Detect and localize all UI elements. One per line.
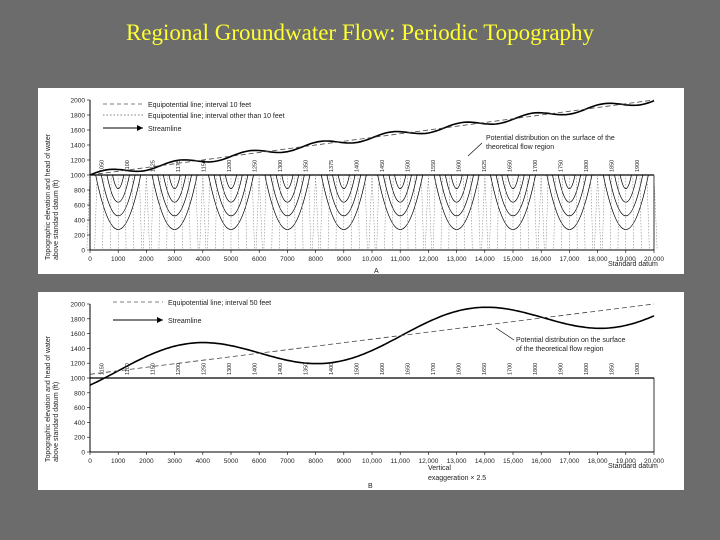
equipotential-line <box>203 175 206 250</box>
y-tick-label: 1400 <box>70 142 85 150</box>
head-label: 1125 <box>150 160 157 172</box>
equipotential-line <box>223 175 224 250</box>
x-tick-label: 18,000 <box>587 256 608 263</box>
x-tick-label: 14,000 <box>474 458 495 465</box>
equipotential-line <box>654 175 657 250</box>
head-label: 1400 <box>252 362 259 375</box>
x-tick-label: 6000 <box>251 256 267 263</box>
equipotential-line <box>259 175 262 250</box>
equipotential-line <box>392 175 393 250</box>
equipotential-line <box>369 175 372 250</box>
equipotential-line <box>146 175 149 250</box>
head-label: 1650 <box>481 362 488 375</box>
equipotential-line <box>541 175 544 250</box>
y-tick-label: 400 <box>74 419 85 427</box>
y-tick-label: 1400 <box>70 345 85 353</box>
diagram-a <box>38 88 684 274</box>
y-tick-label: 200 <box>74 232 85 240</box>
equipotential-line <box>238 175 239 250</box>
legend-item: Streamline <box>168 318 202 325</box>
x-tick-label: 16,000 <box>531 256 552 263</box>
equipotential-line <box>489 175 491 250</box>
y-tick-label: 600 <box>74 405 85 413</box>
y-tick-label: 1800 <box>70 316 85 324</box>
y-tick-label: 1800 <box>70 112 85 120</box>
y-axis-label: Topographic elevation and head of water <box>45 335 52 462</box>
equipotential-line <box>562 175 563 250</box>
equipotential-line <box>167 175 168 250</box>
equipotential-line <box>207 175 209 250</box>
annotation: Potential distribution on the surface of the <box>486 135 615 142</box>
x-tick-label: 14,000 <box>474 256 495 263</box>
head-label: 1625 <box>481 159 488 172</box>
head-label: 1300 <box>226 362 233 375</box>
head-label: 1600 <box>456 159 463 172</box>
head-label: 1400 <box>277 362 284 375</box>
annotation: Potential distribution on the surface <box>516 337 626 344</box>
equipotential-line <box>633 175 634 250</box>
head-label: 1375 <box>328 159 335 172</box>
x-tick-label: 8000 <box>308 458 323 465</box>
slide-title: Regional Groundwater Flow: Periodic Topography <box>125 20 595 45</box>
y-axis-label: Topographic elevation and head of water <box>45 133 52 260</box>
legend-item: Equipotential line; interval other than 10 feet <box>148 113 285 120</box>
head-label: 1600 <box>456 362 463 375</box>
x-tick-label: 4000 <box>195 256 211 263</box>
y-axis-label-2: above standard datum (ft) <box>53 179 60 260</box>
head-label: 1800 <box>584 159 591 172</box>
x-tick-label: 20,000 <box>644 458 664 465</box>
annotation: theoretical flow region <box>486 144 555 151</box>
annotation: of the theoretical flow region <box>516 346 604 353</box>
y-tick-label: 800 <box>74 390 85 398</box>
x-tick-label: 6000 <box>251 458 267 465</box>
x-tick-label: 1000 <box>110 256 126 263</box>
equipotential-line <box>421 175 423 250</box>
equipotential-line <box>618 175 619 250</box>
x-axis-note: Standard datum <box>608 261 658 268</box>
equipotential-line <box>598 175 601 250</box>
y-tick-label: 2000 <box>70 301 85 309</box>
equipotential-line <box>428 175 431 250</box>
equipotential-line <box>602 175 604 250</box>
y-tick-label: 1600 <box>70 331 85 339</box>
x-tick-label: 7000 <box>280 256 295 263</box>
x-tick-label: 17,000 <box>559 458 580 465</box>
panel-label: B <box>368 483 373 490</box>
head-label: 1400 <box>328 362 335 375</box>
x-tick-label: 3000 <box>167 256 182 263</box>
head-label: 1650 <box>507 159 514 172</box>
head-label: 1100 <box>124 363 131 375</box>
head-label: 1400 <box>354 159 361 172</box>
head-label: 1150 <box>150 363 157 375</box>
x-tick-label: 5000 <box>223 256 239 263</box>
equipotential-line <box>520 175 521 250</box>
equipotential-line <box>478 175 480 250</box>
equipotential-line <box>316 175 319 250</box>
head-label: 1500 <box>354 362 361 375</box>
equipotential-line <box>365 175 367 250</box>
x-tick-label: 17,000 <box>559 256 580 263</box>
equipotential-line <box>534 175 536 250</box>
x-tick-label: 16,000 <box>531 458 552 465</box>
equipotential-line <box>264 175 266 250</box>
equipotential-line <box>196 175 198 250</box>
head-label: 1250 <box>201 362 208 375</box>
x-tick-label: 4000 <box>195 458 211 465</box>
equipotential-line <box>576 175 577 250</box>
y-tick-label: 600 <box>74 202 85 210</box>
panel-label: A <box>374 268 379 274</box>
head-label: 1150 <box>99 363 106 375</box>
x-tick-label: 10,000 <box>362 458 382 465</box>
head-label: 1800 <box>533 362 540 375</box>
equipotential-line <box>139 175 141 250</box>
x-axis-note: Standard datum <box>608 463 658 470</box>
head-label: 1850 <box>609 159 616 172</box>
head-label: 1050 <box>99 159 106 172</box>
x-tick-label: 9000 <box>336 256 352 263</box>
legend-item: Streamline <box>148 126 182 133</box>
head-label: 1550 <box>430 159 437 172</box>
x-tick-label: 11,000 <box>390 458 410 465</box>
equipotential-line <box>256 175 259 250</box>
equipotential-line <box>110 175 111 250</box>
legend-item: Equipotential line; interval 10 feet <box>148 102 252 109</box>
head-label: 1600 <box>379 362 386 375</box>
head-label: 1450 <box>379 159 386 172</box>
head-label: 1900 <box>558 362 565 375</box>
head-label: 1150 <box>201 160 208 172</box>
head-label: 1850 <box>609 362 616 375</box>
x-tick-label: 13,000 <box>446 458 467 465</box>
head-label: 1350 <box>303 159 310 172</box>
equipotential-line <box>594 175 597 250</box>
y-tick-label: 1200 <box>70 360 85 368</box>
equipotential-line <box>372 175 375 250</box>
head-label: 1500 <box>405 159 412 172</box>
x-tick-label: 9000 <box>336 458 352 465</box>
x-tick-label: 19,000 <box>615 256 636 263</box>
equipotential-line <box>280 175 281 250</box>
x-tick-label: 15,000 <box>503 458 523 465</box>
equipotential-line <box>125 175 126 250</box>
x-tick-label: 13,000 <box>446 256 467 263</box>
y-tick-label: 200 <box>74 434 85 442</box>
x-tick-label: 12,000 <box>418 256 439 263</box>
head-label: 1750 <box>558 159 565 172</box>
equipotential-line <box>464 175 465 250</box>
equipotential-line <box>143 175 146 250</box>
x-tick-label: 7000 <box>280 458 295 465</box>
y-tick-label: 1000 <box>70 375 85 383</box>
equipotential-line <box>485 175 488 250</box>
y-tick-label: 400 <box>74 217 85 225</box>
equipotential-line <box>312 175 315 250</box>
head-label: 1650 <box>405 362 412 375</box>
x-tick-label: 0 <box>88 458 92 465</box>
x-tick-label: 20,000 <box>644 256 664 263</box>
head-label: 1350 <box>303 362 310 375</box>
equipotential-line <box>433 175 435 250</box>
equipotential-line <box>647 175 649 250</box>
head-label: 1200 <box>226 159 233 172</box>
legend-item: Equipotential line; interval 50 feet <box>168 300 272 307</box>
head-label: 1900 <box>635 159 642 172</box>
head-label: 1200 <box>175 362 182 375</box>
x-tick-label: 5000 <box>223 458 239 465</box>
equipotential-line <box>546 175 548 250</box>
x-tick-label: 3000 <box>167 458 182 465</box>
head-label: 1800 <box>584 362 591 375</box>
head-label: 1900 <box>635 362 642 375</box>
equipotential-line <box>182 175 183 250</box>
exaggeration-note: exaggeration × 2.5 <box>428 475 487 482</box>
equipotential-line <box>320 175 322 250</box>
equipotential-line <box>200 175 203 250</box>
equipotential-line <box>95 175 97 250</box>
equipotential-line <box>407 175 408 250</box>
equipotential-line <box>309 175 311 250</box>
x-tick-label: 0 <box>88 256 92 263</box>
equipotential-line <box>482 175 485 250</box>
x-tick-label: 19,000 <box>615 458 636 465</box>
exaggeration-note: Vertical <box>428 465 451 472</box>
y-tick-label: 1200 <box>70 157 85 165</box>
equipotential-line <box>425 175 428 250</box>
equipotential-line <box>351 175 352 250</box>
equipotential-line <box>294 175 295 250</box>
equipotential-line <box>591 175 593 250</box>
y-tick-label: 800 <box>74 187 85 195</box>
y-tick-label: 1600 <box>70 127 85 135</box>
head-label: 1700 <box>533 159 540 172</box>
x-tick-label: 8000 <box>308 256 323 263</box>
equipotential-line <box>151 175 153 250</box>
equipotential-line <box>505 175 506 250</box>
x-tick-label: 12,000 <box>418 458 439 465</box>
x-tick-label: 18,000 <box>587 458 608 465</box>
y-tick-label: 0 <box>81 449 85 457</box>
equipotential-line <box>538 175 541 250</box>
head-label: 1300 <box>277 159 284 172</box>
head-label: 1175 <box>175 160 182 172</box>
y-tick-label: 0 <box>81 247 85 255</box>
y-tick-label: 1000 <box>70 172 85 180</box>
equipotential-line <box>336 175 337 250</box>
equipotential-line <box>377 175 379 250</box>
head-label: 1700 <box>430 362 437 375</box>
equipotential-line <box>449 175 450 250</box>
x-tick-label: 2000 <box>139 458 154 465</box>
x-tick-label: 11,000 <box>390 256 410 263</box>
x-tick-label: 10,000 <box>362 256 382 263</box>
y-axis-label-2: above standard datum (ft) <box>53 381 60 462</box>
x-tick-label: 2000 <box>139 256 154 263</box>
x-tick-label: 15,000 <box>503 256 523 263</box>
x-tick-label: 1000 <box>110 458 126 465</box>
head-label: 1100 <box>124 160 131 172</box>
head-label: 1700 <box>507 362 514 375</box>
head-label: 1250 <box>252 159 259 172</box>
y-tick-label: 2000 <box>70 97 85 105</box>
equipotential-line <box>252 175 254 250</box>
diagram-b <box>38 292 684 490</box>
